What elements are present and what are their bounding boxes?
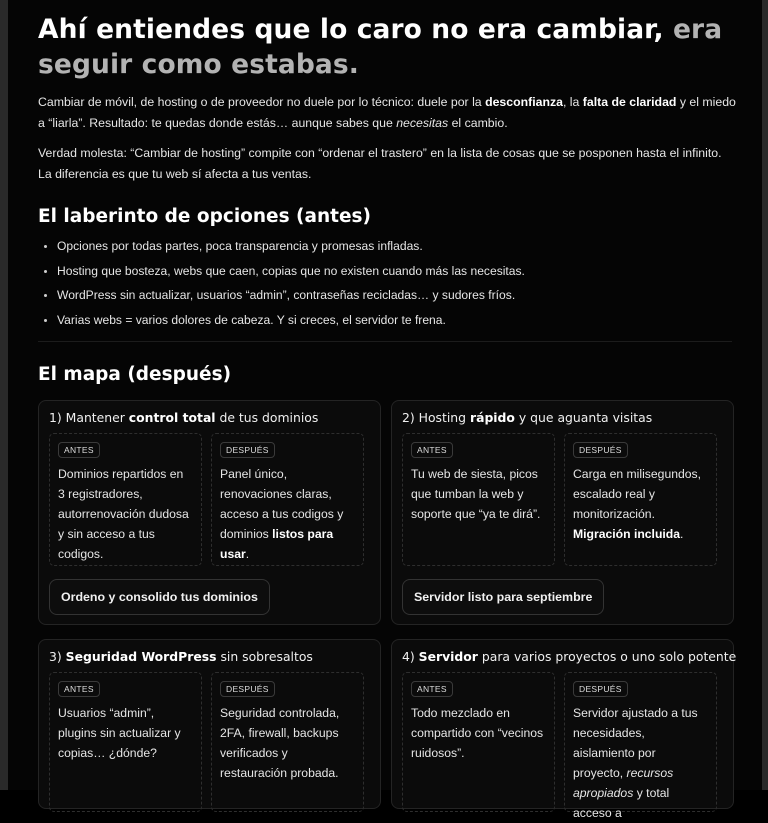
list-item: WordPress sin actualizar, usuarios “admin”, contraseñas recicladas… y sudores fríos.	[38, 287, 738, 303]
after-text-part: Carga en milisegundos, escalado real y monitorización.	[573, 467, 702, 521]
after-text-emphasis: recursos apropiados	[573, 766, 674, 800]
card-columns	[49, 672, 370, 812]
intro-emphasis-desconfianza: desconfianza	[485, 95, 563, 109]
card-title	[402, 649, 737, 665]
intro-text: el cambio.	[448, 116, 508, 130]
after-column	[564, 672, 717, 820]
after-text-part: Servidor ajustado a tus necesidades, aislamiento por proyecto,	[573, 706, 698, 780]
card-title-text: 2) Hosting	[402, 410, 470, 425]
badge-antes: ANTES	[58, 442, 100, 458]
after-text-part: y total acceso a	[573, 786, 670, 820]
intro-text: , la	[562, 95, 583, 109]
card-title-text: para varios proyectos o uno solo potente	[477, 649, 737, 664]
after-text-emphasis: Migración incluida	[573, 527, 680, 541]
badge-despues: DESPUÉS	[573, 442, 628, 458]
card-title	[402, 410, 723, 426]
after-text	[573, 464, 708, 544]
intro-paragraph-1	[38, 92, 738, 134]
badge-despues: DESPUÉS	[220, 442, 275, 458]
card-servidor	[391, 639, 737, 820]
section-heading-antes: El laberinto de opciones (antes)	[38, 206, 371, 227]
after-column	[211, 433, 364, 566]
intro-paragraph-2: Verdad molesta: “Cambiar de hosting” compite con “ordenar el trastero” en la lista de cosas que se posponen hasta el infinito. La diferencia es que tu web sí afecta a tus ventas.	[38, 146, 722, 181]
intro-emphasis-claridad: falta de claridad	[582, 95, 677, 109]
main-content	[38, 0, 738, 385]
pain-points-list	[38, 238, 738, 328]
list-item: Opciones por todas partes, poca transparencia y promesas infladas.	[38, 238, 738, 254]
badge-despues: DESPUÉS	[573, 681, 628, 697]
card-title-emphasis: Seguridad WordPress	[65, 649, 217, 664]
card-dominios	[38, 400, 381, 625]
card-title-text: 3)	[49, 649, 66, 664]
section-heading-despues: El mapa (después)	[38, 363, 232, 385]
before-column	[49, 672, 202, 812]
badge-despues: DESPUÉS	[220, 681, 275, 697]
after-text	[220, 464, 355, 564]
after-column	[211, 672, 364, 812]
card-title-text: de tus dominios	[215, 410, 319, 425]
after-column	[564, 433, 717, 566]
card-columns	[49, 433, 370, 566]
after-text	[573, 703, 708, 823]
after-text: Seguridad controlada, 2FA, firewall, backups verificados y restauración probada.	[220, 706, 340, 780]
before-text: Tu web de siesta, picos que tumban la web y soporte que “ya te dirá”.	[411, 467, 541, 521]
after-text-part: Panel único, renovaciones claras, acceso a tus codigos y dominios	[220, 467, 344, 541]
cta-server-ready-button[interactable]: Servidor listo para septiembre	[402, 579, 604, 615]
after-text-part: .	[245, 547, 250, 561]
before-text: Todo mezclado en compartido con “vecinos ruidosos”.	[411, 706, 544, 760]
after-text-emphasis: listos para usar	[220, 527, 334, 561]
badge-antes: ANTES	[411, 681, 453, 697]
before-column	[402, 433, 555, 566]
before-text: Usuarios “admin”, plugins sin actualizar y copias… ¿dónde?	[58, 706, 181, 760]
hero-title	[38, 12, 738, 82]
before-column	[49, 433, 202, 566]
intro-text: Cambiar de móvil, de hosting o de proveedor no duele por lo técnico: duele por la	[38, 95, 486, 109]
card-title-text: 1) Mantener	[49, 410, 129, 425]
card-hosting	[391, 400, 734, 625]
before-text: Dominios repartidos en 3 registradores, autorrenovación dudosa y sin acceso a tus codigos.	[58, 467, 189, 561]
card-title-emphasis: rápido	[469, 410, 515, 425]
cta-consolidate-domains-button[interactable]: Ordeno y consolido tus dominios	[49, 579, 270, 615]
card-title	[49, 649, 370, 665]
hero-title-main: Ahí entiendes que lo caro no era cambiar,	[38, 14, 664, 45]
card-title-emphasis: control total	[128, 410, 216, 425]
intro-emphasis-necesitas: necesitas	[396, 116, 449, 130]
list-item: Hosting que bosteza, webs que caen, copias que no existen cuando más las necesitas.	[38, 263, 738, 279]
badge-antes: ANTES	[58, 681, 100, 697]
card-title-text: sin sobresaltos	[216, 649, 313, 664]
card-title-text: 4)	[402, 649, 419, 664]
before-column	[402, 672, 555, 812]
card-seguridad	[38, 639, 381, 809]
badge-antes: ANTES	[411, 442, 453, 458]
card-columns	[402, 433, 723, 566]
window-frame-right	[762, 0, 768, 790]
hero-title-muted: era seguir como estabas.	[38, 14, 723, 80]
card-columns	[402, 672, 723, 820]
window-frame-left	[0, 0, 8, 790]
card-title-emphasis: Servidor	[418, 649, 478, 664]
intro-text: y el miedo a “liarla”. Resultado: te quedas donde estás… aunque sabes que	[38, 95, 736, 130]
after-text-part: .	[680, 527, 684, 541]
card-title-text: y que aguanta visitas	[514, 410, 653, 425]
section-divider	[38, 341, 732, 342]
list-item: Varias webs = varios dolores de cabeza. Y si creces, el servidor te frena.	[38, 312, 738, 328]
card-title	[49, 410, 370, 426]
